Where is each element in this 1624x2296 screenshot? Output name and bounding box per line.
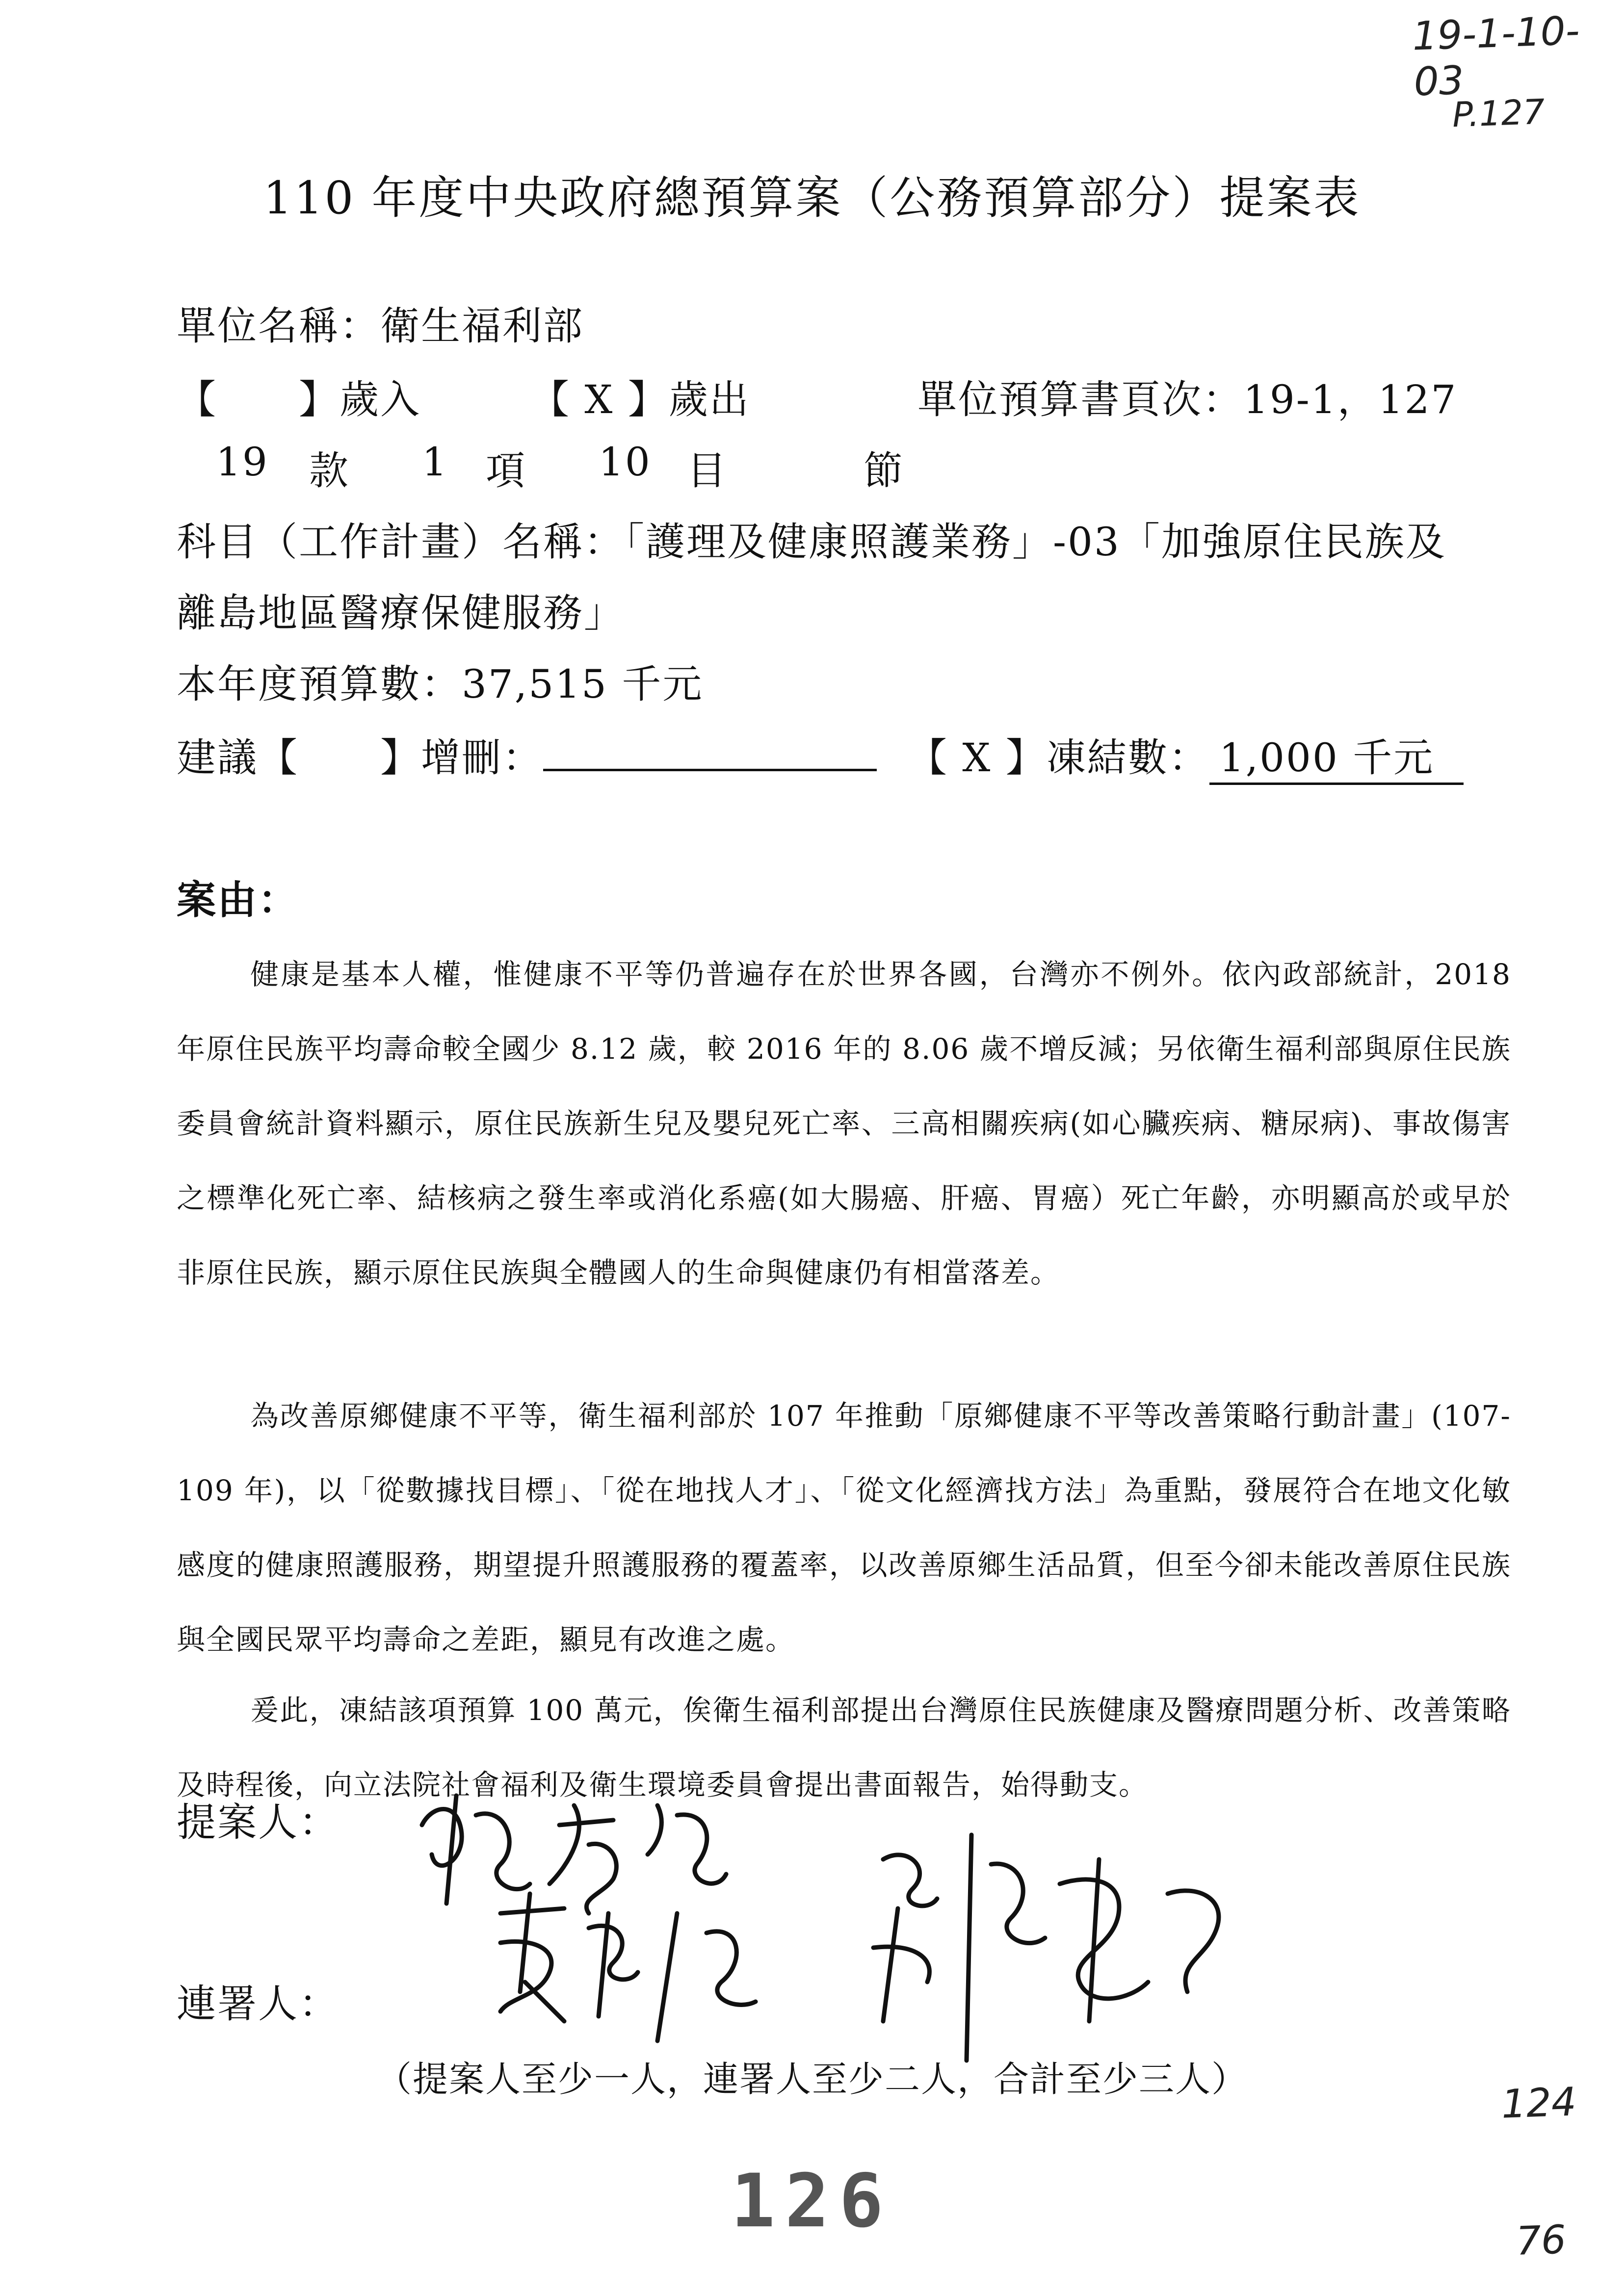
freeze-group — [908, 726, 1464, 785]
subject-line-1: 「護理及健康照護業務」-03「加強原住民族及 — [625, 519, 1446, 565]
cosigner-label: 連署人： — [177, 1981, 340, 2027]
handwritten-mark-1: 124 — [1500, 2079, 1577, 2127]
handwritten-mark-2: 76 — [1515, 2217, 1567, 2264]
document-title: 110 年度中央政府總預算案（公務預算部分）提案表 — [263, 172, 1361, 224]
page-number: 126 — [731, 2159, 893, 2244]
revenue-checkbox: 【 】 — [177, 377, 340, 422]
budget-book-page-value: 19-1，127 — [1243, 377, 1458, 422]
xiang-number: 1 — [422, 439, 448, 485]
unit-label: 單位名稱： — [177, 303, 380, 349]
budget-row — [177, 652, 703, 709]
signature-requirement-note: （提案人至少一人，連署人至少二人，合計至少三人） — [376, 2059, 1248, 2100]
freeze-amount: 1,000 千元 — [1209, 726, 1464, 785]
budget-label: 本年度預算數： — [177, 661, 462, 707]
jie-label: 節 — [864, 448, 904, 494]
subject-line-2: 離島地區醫療保健服務」 — [177, 590, 625, 636]
freeze-label: 凍結數： — [1046, 735, 1209, 781]
kuan-label: 款 — [309, 448, 350, 494]
proposer-label: 提案人： — [177, 1800, 340, 1845]
subject-row — [177, 510, 1446, 567]
signature-1 — [422, 1796, 726, 1913]
signature-2 — [500, 1894, 756, 2041]
budget-page-group — [917, 368, 1457, 424]
proposal-label: 建議 — [177, 735, 258, 781]
cut-label: 增刪： — [421, 735, 543, 781]
cut-checkbox: 【 】 — [258, 735, 421, 781]
kuan-number: 19 — [216, 439, 269, 485]
handwritten-page-reference: P.127 — [1451, 91, 1545, 135]
unit-value: 衛生福利部 — [380, 303, 584, 349]
reason-paragraph-1: 健康是基本人權，惟健康不平等仍普遍存在於世界各國，台灣亦不例外。依內政部統計，2018 年原住民族平均壽命較全國少 8.12 歲，較 2016 年的 8.06 歲不增反減；另依衛生福利部與原住民族委員會統計資料顯示，原住民族新生兒及嬰兒死亡率、三高相關疾病(如心臟疾病、糖尿病)、事故傷害之標準化死亡率、結核病之發生率或消化系癌(如大腸癌、肝癌、胃癌）死亡年齡，亦明顯高於或早於非原住民族，顯示原住民族與全體國人的生命與健康仍有相當落差。 — [177, 958, 1511, 1289]
mu-number: 10 — [599, 439, 652, 485]
budget-book-page-label: 單位預算書頁次： — [917, 377, 1243, 422]
handwritten-reference-code: 19-1-10-03 — [1411, 7, 1581, 105]
expense-group — [530, 368, 750, 424]
reason-paragraph-3: 爰此，凍結該項預算 100 萬元，俟衛生福利部提出台灣原住民族健康及醫療問題分析、改善策略及時程後，向立法院社會福利及衛生環境委員會提出書面報告，始得動支。 — [177, 1694, 1511, 1801]
mu-label: 目 — [687, 448, 728, 494]
unit-row — [177, 294, 584, 351]
proposal-row — [177, 726, 877, 783]
signature-3 — [873, 1835, 1219, 2061]
reason-paragraph-2: 為改善原鄉健康不平等，衛生福利部於 107 年推動「原鄉健康不平等改善策略行動計畫」(107-109 年)，以「從數據找目標」、「從在地找人才」、「從文化經濟找方法」為重點，發展符合在地文化敏感度的健康照護服務，期望提升照護服務的覆蓋率，以改善原鄉生活品質，但至今卻未能改善原住民族與全國民眾平均壽命之差距，顯見有改進之處。 — [177, 1399, 1511, 1656]
freeze-checkbox: 【 X 】 — [908, 735, 1047, 781]
expense-checkbox: 【 X 】 — [530, 377, 669, 422]
subject-label: 科目（工作計畫）名稱： — [177, 519, 625, 565]
reason-heading: 案由： — [177, 877, 299, 923]
xiang-label: 項 — [486, 448, 526, 494]
type-row — [177, 368, 421, 424]
budget-value: 37,515 千元 — [462, 661, 704, 707]
revenue-label: 歲入 — [340, 377, 421, 422]
cut-amount-blank — [543, 734, 877, 771]
expense-label: 歲出 — [668, 377, 750, 422]
